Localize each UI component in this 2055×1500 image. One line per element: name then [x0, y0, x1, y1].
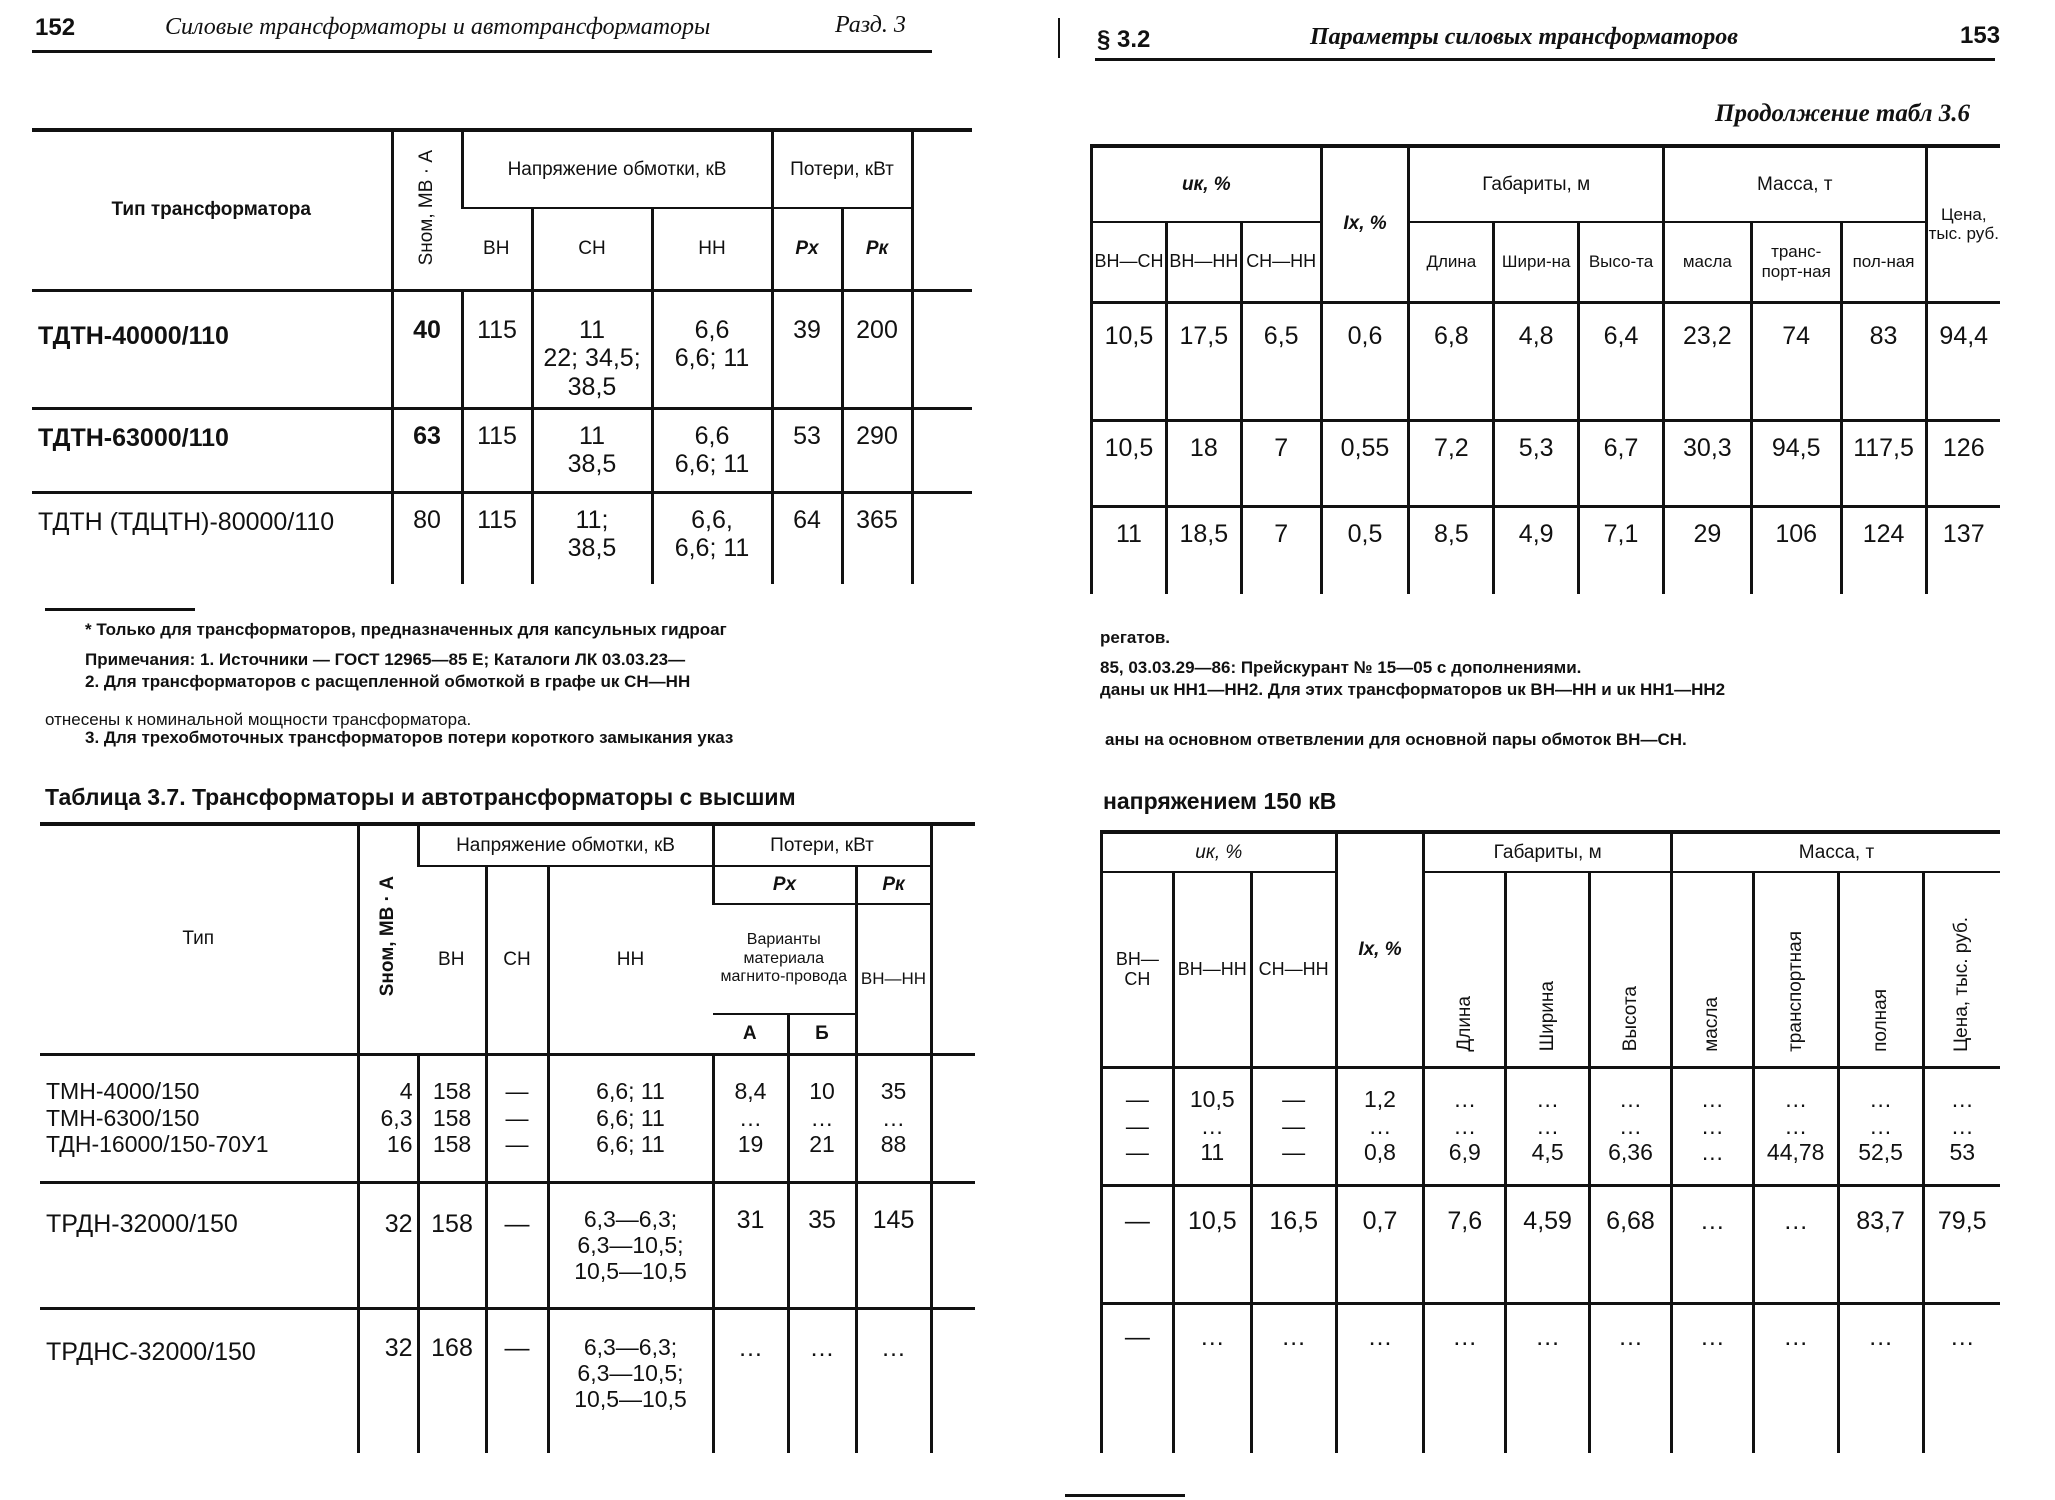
cell-type: ТДТН-40000/110 — [38, 321, 229, 350]
cell-a: 31 — [713, 1182, 788, 1308]
table-row — [40, 1182, 975, 1308]
cell-sn-nn: 16,5 — [1251, 1185, 1336, 1303]
cell-vn-sn: — — [1102, 1303, 1174, 1453]
header-type: Тип — [182, 928, 215, 950]
cell-a: … — [713, 1308, 788, 1453]
cell-sn: — — [486, 1308, 548, 1453]
left-page-number: 152 — [35, 14, 76, 41]
cell-vn-nn: 10,5 — [1173, 1185, 1251, 1303]
cell-price: 137 — [1926, 506, 2000, 594]
cell-s: 80 — [392, 492, 462, 584]
cell-length: 6,8 — [1409, 302, 1494, 420]
cell-sn-nn: — — — — [1251, 1067, 1336, 1185]
header-vn-nn: ВН—НН — [1173, 872, 1251, 1067]
cell-height: 7,1 — [1579, 506, 1664, 594]
cell-length: 8,5 — [1409, 506, 1494, 594]
table-row — [40, 1308, 975, 1453]
cell-pk: 200 — [842, 290, 912, 408]
cell-px: 39 — [772, 290, 842, 408]
header-vn-nn: ВН—НН — [1166, 222, 1241, 302]
table-row — [1092, 506, 2001, 594]
cell-vn: 115 — [462, 408, 532, 492]
header-oil: масла — [1671, 872, 1753, 1067]
header-length: Длина — [1424, 872, 1506, 1067]
cell-vn-nn: 17,5 — [1166, 302, 1241, 420]
table-row — [1092, 302, 2001, 420]
cell-height: … — [1590, 1303, 1672, 1453]
footnote-3: 2. Для трансформаторов с расщепленной обмоткой в графе uк СН—НН — [85, 672, 691, 691]
cell-sn: 11 22; 34,5; 38,5 — [532, 290, 652, 408]
cell-price: … … 53 — [1923, 1067, 2000, 1185]
footnote-right-4: аны на основном ответвлении для основной пары обмоток ВН—СН. — [1105, 730, 1687, 749]
table-3-6-right — [1090, 144, 2000, 594]
cell-px: 53 — [772, 408, 842, 492]
header-sn: СН — [486, 866, 548, 1054]
header-losses: Потери, кВт — [713, 824, 931, 866]
cell-vn-sn: 10,5 — [1092, 420, 1167, 506]
cell-a: 8,4 … 19 — [713, 1054, 788, 1182]
cell-full: … — [1838, 1303, 1923, 1453]
header-sn: СН — [532, 208, 652, 290]
bottom-rule — [1065, 1494, 1185, 1497]
cell-vn-sn: 10,5 — [1092, 302, 1167, 420]
cell-transport: 94,5 — [1751, 420, 1841, 506]
cell-ix: 1,2 … 0,8 — [1336, 1067, 1424, 1185]
right-page-number: 153 — [1960, 22, 2001, 49]
cell-oil: … — [1671, 1185, 1753, 1303]
cell-height: 6,68 — [1590, 1185, 1672, 1303]
gutter-mark — [1058, 18, 1060, 58]
cell-width: … … 4,5 — [1506, 1067, 1590, 1185]
cell-s: 32 — [358, 1308, 418, 1453]
cell-type: ТДТН (ТДЦТН)-80000/110 — [38, 507, 335, 536]
cell-nn: 6,6; 11 6,6; 11 6,6; 11 — [548, 1054, 713, 1182]
cell-vn: 168 — [418, 1308, 486, 1453]
footnote-5: 3. Для трехобмоточных трансформаторов потери короткого замыкания указ — [85, 728, 734, 747]
cell-nn: 6,6 6,6; 11 — [652, 408, 772, 492]
header-transport: транспортная — [1753, 872, 1838, 1067]
cell-transport: … — [1753, 1185, 1838, 1303]
footnote-4: отнесены к номинальной мощности трансформатора. — [45, 710, 472, 729]
header-sn-nn: СН—НН — [1241, 222, 1321, 302]
table-row — [1102, 1067, 2001, 1185]
header-price: Цена, тыс. руб. — [1923, 872, 2000, 1067]
header-nn: НН — [652, 208, 772, 290]
cell-vn: 158 — [418, 1182, 486, 1308]
header-variants: Варианты материала магнито-провода — [713, 904, 856, 1014]
cell-width: … — [1506, 1303, 1590, 1453]
cell-pk: 145 — [856, 1182, 931, 1308]
header-vn: ВН — [483, 237, 510, 259]
cell-transport: … … 44,78 — [1753, 1067, 1838, 1185]
table-row — [1102, 1303, 2001, 1453]
header-full: полная — [1838, 872, 1923, 1067]
left-running-title: Силовые трансформаторы и автотрансформаторы — [165, 14, 711, 40]
cell-blank — [931, 1054, 975, 1182]
table-row — [32, 492, 972, 584]
header-b: Б — [788, 1014, 856, 1054]
cell-sn-nn: … — [1251, 1303, 1336, 1453]
header-dims: Габариты, м — [1424, 832, 1672, 872]
cell-length: 7,2 — [1409, 420, 1494, 506]
header-ix: Iх, % — [1336, 832, 1424, 1067]
cell-s: 32 — [358, 1182, 418, 1308]
left-header-rule — [32, 50, 932, 53]
header-nn: НН — [548, 866, 713, 1054]
cell-transport: 106 — [1751, 506, 1841, 594]
cell-oil: 23,2 — [1663, 302, 1751, 420]
cell-blank — [931, 1182, 975, 1308]
cell-vn: 115 — [462, 492, 532, 584]
right-header-rule — [1095, 58, 1995, 61]
header-voltage: Напряжение обмотки, кВ — [462, 130, 772, 208]
header-pk: Pк — [842, 208, 912, 290]
cell-width: 4,9 — [1494, 506, 1579, 594]
header-length: Длина — [1409, 222, 1494, 302]
cell-b: … — [788, 1308, 856, 1453]
footnote-2: Примечания: 1. Источники — ГОСТ 12965—85 Е; Каталоги ЛК 03.03.23— — [85, 650, 686, 669]
table-3-7-caption-cont: напряжением 150 кВ — [1103, 788, 1337, 814]
cell-vn-sn: — — — — [1102, 1067, 1174, 1185]
header-snom: Sном, МВ · А — [392, 130, 462, 290]
cell-vn-nn: … — [1173, 1303, 1251, 1453]
header-uk: uк, % — [1102, 832, 1337, 872]
cell-vn-nn: 10,5 … 11 — [1173, 1067, 1251, 1185]
header-width: Ширина — [1506, 872, 1590, 1067]
header-oil: масла — [1663, 222, 1751, 302]
cell-full: 117,5 — [1841, 420, 1926, 506]
header-a: А — [742, 1022, 757, 1044]
cell-vn: 158 158 158 — [418, 1054, 486, 1182]
cell-ix: 0,55 — [1321, 420, 1409, 506]
cell-width: 5,3 — [1494, 420, 1579, 506]
table-3-7-left — [40, 822, 975, 1453]
cell-blank — [912, 290, 972, 408]
table-3-7-right — [1100, 830, 2000, 1453]
cell-sn: — — [486, 1182, 548, 1308]
cell-s: 4 6,3 16 — [358, 1054, 418, 1182]
header-losses: Потери, кВт — [772, 130, 912, 208]
cell-vn-sn: 11 — [1092, 506, 1167, 594]
cell-ix: 0,5 — [1321, 506, 1409, 594]
cell-pk: 365 — [842, 492, 912, 584]
cell-blank — [912, 408, 972, 492]
footnote-rule — [45, 608, 195, 611]
cell-nn: 6,6, 6,6; 11 — [652, 492, 772, 584]
cell-pk: 35 … 88 — [856, 1054, 931, 1182]
header-snom: Sном, МВ · А — [358, 824, 418, 1054]
cell-vn-nn: 18 — [1166, 420, 1241, 506]
header-width: Шири-на — [1494, 222, 1579, 302]
cell-s: 40 — [392, 290, 462, 408]
footnote-right-2: 85, 03.03.29—86: Прейскурант № 15—05 с дополнениями. — [1100, 658, 1582, 677]
header-vn-sn: ВН—СН — [1092, 222, 1167, 302]
table-row — [1102, 1185, 2001, 1303]
table-row — [1092, 420, 2001, 506]
header-type: Тип трансформатора — [111, 199, 311, 221]
cell-px: 64 — [772, 492, 842, 584]
cell-sn-nn: 7 — [1241, 506, 1321, 594]
header-ix: Iх, % — [1321, 146, 1409, 302]
cell-blank — [931, 1308, 975, 1453]
cell-height: 6,4 — [1579, 302, 1664, 420]
cell-blank — [912, 492, 972, 584]
cell-width: 4,8 — [1494, 302, 1579, 420]
table-row — [32, 408, 972, 492]
cell-s: 63 — [392, 408, 462, 492]
footnote-1: * Только для трансформаторов, предназначенных для капсульных гидроаг — [85, 620, 727, 639]
cell-vn-sn: — — [1102, 1185, 1174, 1303]
cell-length: … … 6,9 — [1424, 1067, 1506, 1185]
cell-full: 83,7 — [1838, 1185, 1923, 1303]
cell-type: ТРДНС-32000/150 — [46, 1337, 256, 1366]
header-height: Высота — [1590, 872, 1672, 1067]
cell-height: … … 6,36 — [1590, 1067, 1672, 1185]
table-3-7-caption: Таблица 3.7. Трансформаторы и автотрансформаторы с высшим — [45, 784, 796, 810]
cell-width: 4,59 — [1506, 1185, 1590, 1303]
cell-full: 124 — [1841, 506, 1926, 594]
continuation-label: Продолжение табл 3.6 — [1715, 100, 1971, 127]
cell-b: 35 — [788, 1182, 856, 1308]
cell-sn: 11 38,5 — [532, 408, 652, 492]
header-price: Цена, тыс. руб. — [1926, 146, 2000, 302]
header-mass: Масса, т — [1663, 146, 1926, 222]
cell-length: … — [1424, 1303, 1506, 1453]
cell-full: … … 52,5 — [1838, 1067, 1923, 1185]
header-vn: ВН — [438, 948, 465, 970]
cell-price: … — [1923, 1303, 2000, 1453]
cell-vn: 115 — [462, 290, 532, 408]
cell-sn-nn: 6,5 — [1241, 302, 1321, 420]
cell-vn-nn: 18,5 — [1166, 506, 1241, 594]
header-sn-nn: СН—НН — [1251, 872, 1336, 1067]
left-section: Разд. 3 — [835, 12, 906, 38]
header-blank — [912, 130, 972, 290]
cell-ix: … — [1336, 1303, 1424, 1453]
cell-ix: 0,6 — [1321, 302, 1409, 420]
cell-oil: 29 — [1663, 506, 1751, 594]
header-mass: Масса, т — [1671, 832, 2000, 872]
table-row — [40, 1054, 975, 1182]
cell-full: 83 — [1841, 302, 1926, 420]
cell-pk: … — [856, 1308, 931, 1453]
right-section-number: § 3.2 — [1097, 26, 1151, 53]
header-pk: Pк — [856, 866, 931, 904]
header-full: пол-ная — [1841, 222, 1926, 302]
cell-length: 7,6 — [1424, 1185, 1506, 1303]
header-vn-sn: ВН—СН — [1102, 872, 1174, 1067]
header-px: Pх — [713, 866, 856, 904]
header-dims: Габариты, м — [1409, 146, 1664, 222]
cell-pk: 290 — [842, 408, 912, 492]
header-vn-nn: ВН—НН — [856, 904, 931, 1054]
cell-type: ТМН-4000/150 ТМН-6300/150 ТДН-16000/150-70У1 — [46, 1078, 269, 1158]
cell-sn: — — — — [486, 1054, 548, 1182]
footnote-right-1: регатов. — [1100, 628, 1171, 647]
header-blank — [931, 824, 975, 1054]
header-px: Pх — [772, 208, 842, 290]
cell-sn: 11; 38,5 — [532, 492, 652, 584]
table-row — [32, 290, 972, 408]
footnote-right-3: даны uк НН1—НН2. Для этих трансформаторов uк ВН—НН и uк НН1—НН2 — [1100, 680, 1726, 699]
cell-price: 94,4 — [1926, 302, 2000, 420]
cell-type: ТРДН-32000/150 — [46, 1209, 238, 1238]
cell-price: 126 — [1926, 420, 2000, 506]
table-3-6-left — [32, 128, 972, 584]
cell-oil: … … … — [1671, 1067, 1753, 1185]
cell-ix: 0,7 — [1336, 1185, 1424, 1303]
cell-nn: 6,3—6,3; 6,3—10,5; 10,5—10,5 — [548, 1182, 713, 1308]
cell-sn-nn: 7 — [1241, 420, 1321, 506]
cell-oil: 30,3 — [1663, 420, 1751, 506]
cell-type: ТДТН-63000/110 — [38, 423, 229, 452]
cell-nn: 6,3—6,3; 6,3—10,5; 10,5—10,5 — [548, 1308, 713, 1453]
cell-height: 6,7 — [1579, 420, 1664, 506]
cell-nn: 6,6 6,6; 11 — [652, 290, 772, 408]
cell-transport: … — [1753, 1303, 1838, 1453]
right-running-title: Параметры силовых трансформаторов — [1310, 24, 1739, 50]
header-voltage: Напряжение обмотки, кВ — [418, 824, 713, 866]
cell-oil: … — [1671, 1303, 1753, 1453]
cell-transport: 74 — [1751, 302, 1841, 420]
header-transport: транс-порт-ная — [1751, 222, 1841, 302]
header-uk: uк, % — [1092, 146, 1322, 222]
cell-price: 79,5 — [1923, 1185, 2000, 1303]
header-height: Высо-та — [1579, 222, 1664, 302]
cell-b: 10 … 21 — [788, 1054, 856, 1182]
